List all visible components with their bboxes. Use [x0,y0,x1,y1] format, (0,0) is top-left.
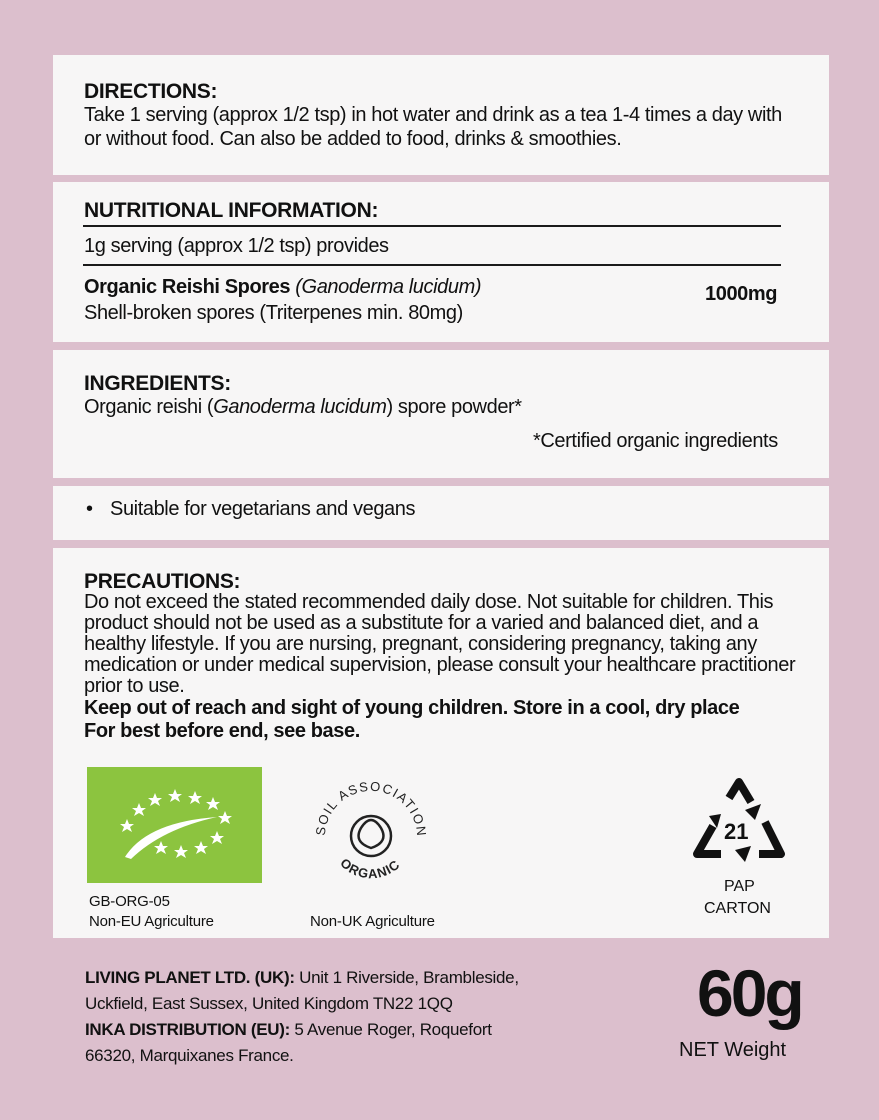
uk-address-1: Unit 1 Riverside, Brambleside, [294,968,519,987]
recycle-line-1: PAP [724,878,755,895]
precautions-warning-1: Keep out of reach and sight of young children. Store in a cool, dry place [84,697,740,719]
net-weight-label: NET Weight [679,1039,787,1061]
ingredients-heading: INGREDIENTS: [84,372,231,395]
eu-organic-logo [87,767,262,883]
nutrition-item-sub: Shell-broken spores (Triterpenes min. 80mg) [84,302,463,324]
eu-leaf-stars-icon [87,767,262,883]
recycle-number: 21 [724,819,749,844]
soil-association-logo [303,768,437,902]
directions-panel [53,55,829,175]
uk-address-2: Uckfield, East Sussex, United Kingdom TN22 1QQ [85,994,453,1013]
ingredients-text-latin: Ganoderma lucidum [213,396,387,418]
directions-text: Take 1 serving (approx 1/2 tsp) in hot water and drink as a tea 1-4 times a day with or without food. Can also be added to food, drinks & smoothies. [84,104,782,150]
uk-address-line-1 [85,965,519,991]
ingredients-panel [53,350,829,478]
eu-code: GB-ORG-05 [89,893,170,910]
precautions-panel [53,548,829,938]
recycle-line-2: CARTON [704,900,771,917]
recycle-logo [689,776,789,876]
eu-address-line-1 [85,1017,492,1043]
bullet-icon: • [86,498,93,520]
suitability-text: Suitable for vegetarians and vegans [110,498,416,520]
nutrition-divider-1 [83,225,781,227]
ingredients-text [84,395,522,419]
eu-company: INKA DISTRIBUTION (EU): [85,1020,290,1039]
ingredients-note: *Certified organic ingredients [533,430,778,452]
nutrition-panel [53,182,829,342]
eu-address-2: 66320, Marquixanes France. [85,1046,294,1065]
nutrition-item-latin: (Ganoderma lucidum) [295,276,482,298]
eu-address-1: 5 Avenue Roger, Roquefort [289,1020,492,1039]
ingredients-text-prefix: Organic reishi ( [84,396,214,418]
uk-company: LIVING PLANET LTD. (UK): [85,968,295,987]
ingredients-text-suffix: ) spore powder* [386,396,522,418]
eu-agriculture: Non-EU Agriculture [89,913,214,930]
precautions-text: Do not exceed the stated recommended daily dose. Not suitable for children. This product should not be used as a substitute for a varied and balanced diet, and a healthy lifestyle. If you are nursing, pregnant, considering pregnancy, taking any medication or under medical supervision, please consult your healthcare practitioner prior to use. [84,591,796,697]
nutrition-heading: NUTRITIONAL INFORMATION: [84,199,379,222]
precautions-heading: PRECAUTIONS: [84,570,241,593]
nutrition-item-amount: 1000mg [705,283,778,305]
svg-text:ORGANIC: ORGANIC [337,855,403,882]
soil-agriculture: Non-UK Agriculture [310,913,435,930]
nutrition-serving: 1g serving (approx 1/2 tsp) provides [84,235,389,257]
nutrition-item-name: Organic Reishi Spores [84,276,291,298]
nutrition-divider-2 [83,264,781,266]
net-weight-value: 60g [697,956,802,1030]
soil-association-icon [303,768,437,902]
suitability-panel [53,486,829,540]
precautions-warning-2: For best before end, see base. [84,720,360,742]
directions-heading: DIRECTIONS: [84,80,218,103]
svg-text:SOIL ASSOCIATION: SOIL ASSOCIATION [312,778,430,838]
nutrition-item [84,275,481,299]
